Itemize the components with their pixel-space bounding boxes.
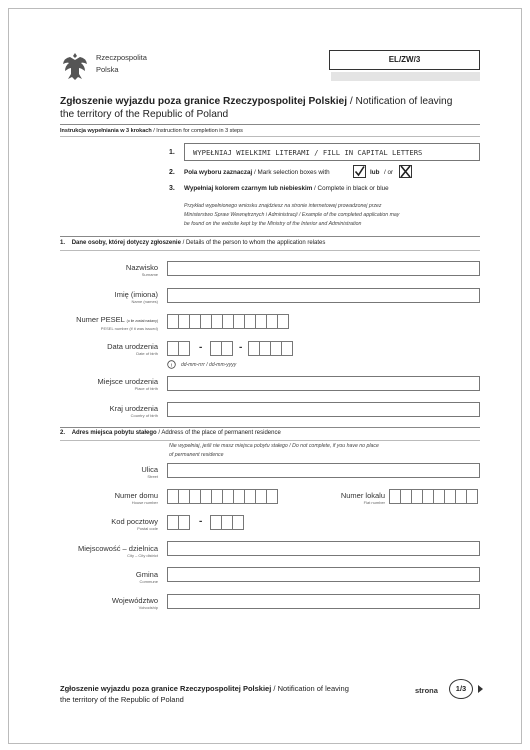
dob-year-cell[interactable] (281, 341, 293, 356)
pob-label-pl: Miejsce urodzenia (97, 377, 158, 386)
flat-number-label-pl: Numer lokalu (340, 491, 385, 500)
page-title-en-line2: the territory of the Republic of Poland (60, 109, 229, 120)
house-number-cell[interactable] (266, 489, 278, 504)
postal-code-label (111, 517, 158, 531)
footer-title-en-line1: Notification of leaving (277, 684, 349, 693)
eagle-emblem-icon (60, 50, 90, 82)
page-label: strona (415, 686, 438, 695)
section2-number: 2. (60, 430, 66, 436)
footer-title-separator: / (271, 684, 278, 693)
pesel-label-note: (o ile został nadany) (126, 319, 158, 323)
step2-or-en: / or (384, 169, 394, 176)
section1-title-pl: Dane osoby, której dotyczy zgłoszenie (71, 240, 181, 246)
example-note-line1: Przykład wypełnionego wniosku znajdziesz na stronie internetowej prowadzonej przez (184, 203, 382, 209)
cob-label (110, 404, 158, 418)
section2-note-line1: Nie wypełniaj, jeśli nie masz miejsca pobytu stałego / Do not complete, if you have no place (169, 443, 379, 449)
pob-label (98, 377, 158, 391)
republic-name-line2: Polska (96, 65, 119, 74)
step3-text (184, 185, 389, 192)
voivodship-label (112, 596, 158, 610)
street-label-pl: Ulica (141, 465, 158, 474)
surname-label-en: Surname (141, 272, 158, 277)
page-title (60, 96, 452, 107)
divider (60, 136, 480, 137)
surname-field[interactable] (167, 261, 480, 276)
pob-label-en: Place of birth (134, 386, 158, 391)
voivodship-label-pl: Województwo (111, 596, 158, 605)
dob-month-cells (210, 341, 232, 356)
footer-title-pl: Zgłoszenie wyjazdu poza granice Rzeczypospolitej Polskiej (60, 684, 272, 693)
house-number-cells (167, 489, 277, 504)
divider (60, 124, 480, 125)
step3-text-en: / Complete in black or blue (312, 185, 389, 192)
cob-label-pl: Kraj urodzenia (109, 404, 158, 413)
footer-title-en-line2: the territory of the Republic of Poland (60, 695, 184, 704)
arrow-right-icon[interactable] (477, 684, 484, 694)
postal-code-cell[interactable] (232, 515, 244, 530)
office-use-box (331, 72, 480, 81)
step2-text-en: / Mark selection boxes with (252, 169, 330, 176)
divider (60, 236, 480, 237)
footer-title (60, 684, 349, 693)
svg-text:i: i (170, 362, 173, 369)
dob-label (107, 342, 158, 356)
voivodship-label-en: Voivodship (138, 605, 158, 610)
section2-title-en: / Address of the place of permanent residence (156, 430, 281, 436)
surname-label (126, 263, 158, 277)
page-title-pl: Zgłoszenie wyjazdu poza granice Rzeczypospolitej Polskiej (60, 96, 348, 107)
dob-day-cells (167, 341, 189, 356)
pesel-label-pl: Numer PESEL (76, 315, 125, 324)
city-label (78, 544, 158, 558)
divider (60, 250, 480, 251)
house-number-label-en: House number (131, 500, 158, 505)
pesel-cell[interactable] (277, 314, 289, 329)
commune-label-pl: Gmina (135, 570, 158, 579)
commune-label (136, 570, 158, 584)
example-note-line2: Ministerstwo Spraw Wewnętrznych i Administracji / Example of the completed application may (184, 212, 400, 218)
instruction-heading-en: / Instruction for completion in 3 steps (151, 128, 243, 134)
checkmark-box-icon (353, 165, 366, 178)
names-label-en: Name (names) (131, 299, 158, 304)
date-separator: - (199, 342, 203, 353)
page-title-separator: / (347, 96, 356, 107)
dob-label-pl: Data urodzenia (107, 342, 158, 351)
city-label-pl: Miejscowość – dzielnica (77, 544, 158, 553)
instruction-heading (60, 128, 243, 134)
postal-code-cell[interactable] (178, 515, 190, 530)
pesel-cells (167, 314, 288, 329)
step2-text (184, 169, 330, 176)
names-label-pl: Imię (imiona) (114, 290, 158, 299)
step1-number: 1. (169, 149, 175, 156)
postal-separator: - (199, 516, 203, 527)
section1-title-en: / Details of the person to whom the application relates (180, 240, 326, 246)
date-format-hint: dd-mm-rrrr / dd-mm-yyyy (181, 362, 237, 368)
cob-label-en: Country of birth (130, 413, 158, 418)
section2-title-pl: Adres miejsca pobytu stałego (71, 430, 157, 436)
instruction-heading-pl: Instrukcja wypełniania w 3 krokach (60, 128, 152, 134)
dob-month-cell[interactable] (221, 341, 233, 356)
section2-note-line2: of permanent residence (169, 452, 224, 458)
page-title-en-line1: Notification of leaving (355, 96, 453, 107)
commune-field[interactable] (167, 567, 480, 582)
step1-box (184, 143, 480, 161)
surname-label-pl: Nazwisko (125, 263, 158, 272)
step2-number: 2. (169, 169, 175, 176)
cross-box-icon (399, 165, 412, 178)
pesel-label-en: PESEL number (if it was issued) (100, 326, 158, 331)
step3-text-pl: Wypełniaj kolorem czarnym lub niebieskim (184, 185, 313, 192)
dob-day-cell[interactable] (178, 341, 190, 356)
divider (60, 427, 480, 428)
republic-name-line1: Rzeczpospolita (96, 53, 147, 62)
postal-code-label-pl: Kod pocztowy (111, 517, 158, 526)
city-label-en: City – City district (127, 553, 158, 558)
divider (60, 440, 480, 441)
place-of-birth-field[interactable] (167, 376, 480, 391)
info-icon (167, 360, 176, 369)
step2-text-pl: Pola wyboru zaznaczaj (184, 169, 253, 176)
step1-text: WYPEŁNIAJ WIELKIMI LITERAMI / FILL IN CAPITAL LETTERS (193, 148, 423, 157)
postal-code-suffix-cells (210, 515, 243, 530)
step3-number: 3. (169, 185, 175, 192)
flat-number-cell[interactable] (466, 489, 478, 504)
example-note-line3: be found on the website kept by the Ministry of the Interior and Administration (184, 221, 362, 227)
page-number-badge (449, 679, 473, 699)
page-number: 1/3 (455, 684, 467, 693)
street-label (141, 465, 158, 479)
names-label (115, 290, 158, 304)
pesel-label (76, 315, 158, 331)
flat-number-label (341, 491, 385, 505)
house-number-label (115, 491, 158, 505)
form-code: EL/ZW/3 (388, 55, 421, 64)
house-number-label-pl: Numer domu (114, 491, 158, 500)
names-field[interactable] (167, 288, 480, 303)
commune-label-en: Commune (139, 579, 158, 584)
dob-year-cells (248, 341, 292, 356)
postal-code-prefix-cells (167, 515, 189, 530)
flat-number-cells (389, 489, 477, 504)
step2-or-pl: lub (370, 169, 380, 176)
dob-label-en: Date of birth (136, 351, 158, 356)
postal-code-label-en: Postal code (137, 526, 158, 531)
country-of-birth-field[interactable] (167, 402, 480, 417)
street-label-en: Street (147, 474, 158, 479)
flat-number-label-en: Flat number (363, 500, 385, 505)
street-field[interactable] (167, 463, 480, 478)
section1-number: 1. (60, 240, 66, 246)
form-code-box (329, 50, 480, 70)
city-field[interactable] (167, 541, 480, 556)
date-separator: - (239, 342, 243, 353)
section1-heading (60, 240, 325, 246)
section2-heading (60, 430, 281, 436)
voivodship-field[interactable] (167, 594, 480, 609)
